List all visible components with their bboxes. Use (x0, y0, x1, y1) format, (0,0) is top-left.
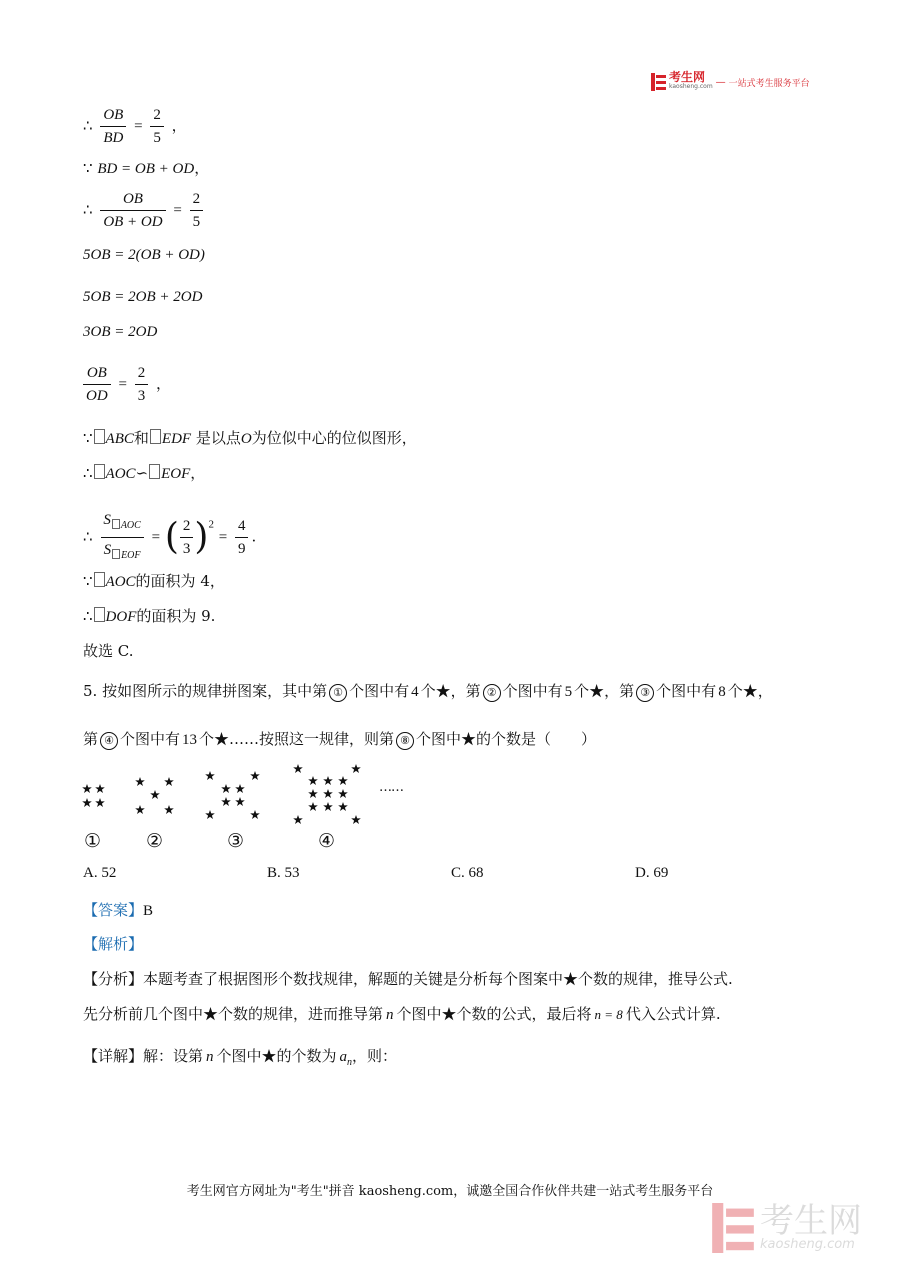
triangle-symbol (149, 464, 160, 479)
triangle-symbol (94, 464, 105, 479)
solution-line-5: 5OB = 2OB + 2OD (83, 289, 203, 305)
question-5-line-1: 5. 按如图所示的规律拼图案，其中第 ① 个图中有 4 个★，第 ② 个图中有 5 个★，第 ③ 个图中有 8 个★， (83, 682, 773, 700)
kaosheng-logo-icon (651, 73, 666, 91)
answer-line (83, 900, 153, 921)
star-ellipsis: …… (379, 780, 403, 795)
fenxi-line: 【分析】本题考查了根据图形个数找规律，解题的关键是分析每个图案中★个数的规律，推导公式. (83, 970, 733, 988)
triangle-symbol (94, 572, 105, 587)
question-5-line-2: 第 ④ 个图中有 13 个★……按照这一规律，则第 ⑧ 个图中★的个数是（ ） (83, 730, 597, 748)
solution-line-12: ∴ DOF的面积为 9. (83, 607, 216, 625)
watermark-logo-icon (712, 1203, 754, 1253)
solution-line-4: 5OB = 2(OB + OD) (83, 247, 205, 263)
answer-value: B (143, 903, 154, 919)
option-d[interactable]: D. 69 (635, 865, 669, 881)
header-slogan: 一站式考生服务平台 (728, 78, 810, 89)
figure-label-1: ① (84, 830, 102, 852)
detail-line: 【详解】解：设第 n 个图中★的个数为 $a_n$，则： (83, 1047, 398, 1068)
solution-line-6: 3OB = 2OD (83, 324, 158, 340)
figure-label-2: ② (146, 830, 164, 852)
solution-line-7: $\frac{OB}{OD}$ = $\frac{2}{3}$ ， (83, 364, 171, 405)
header-logo (651, 72, 810, 92)
star-pattern-figure (78, 760, 418, 830)
star-figure-2 (135, 777, 174, 814)
fenxi-label: 【分析】 (83, 970, 144, 988)
option-c[interactable]: C. 68 (451, 865, 484, 881)
solution-line-13: 故选 C. (83, 642, 134, 660)
solution-line-10: ∴ $\frac{S _{AOC}}{S _{EOF}}$ = ( $\frac{2}{3}$ )$^2$ = $\frac{4}{9}$ . (83, 510, 256, 565)
solution-line-8: ∵ ABC和 EDF 是以点O为位似中心的位似图形， (83, 429, 417, 447)
triangle-symbol (94, 429, 105, 444)
analysis-label: 【解析】 (83, 935, 144, 953)
option-b[interactable]: B. 53 (267, 865, 300, 881)
detail-label: 【详解】 (83, 1047, 144, 1065)
header-dash: — (715, 76, 726, 88)
fenxi-line-2: 先分析前几个图中★个数的规律，进而推导第 n 个图中★个数的公式，最后将 n = 8 代入公式计算. (83, 1005, 721, 1023)
solution-line-11: ∵ AOC的面积为 4， (83, 572, 225, 590)
figure-label-3: ③ (227, 830, 245, 852)
answer-label: 【答案】 (83, 901, 144, 919)
solution-line-3: ∴ $\frac{OB}{OB + OD}$ = $\frac{2}{5}$ (83, 190, 206, 231)
watermark-domain: kaosheng.com (760, 1237, 855, 1252)
star-figure-3 (205, 771, 260, 819)
header-brand: 考生网 (669, 70, 706, 84)
triangle-symbol (150, 429, 161, 444)
footer-text: 考生网官方网址为"考生"拼音 kaosheng.com，诚邀全国合作伙伴共建一站式考生服务平台 (186, 1184, 714, 1199)
watermark-brand: 考生网 (760, 1201, 862, 1241)
option-a[interactable]: A. 52 (83, 865, 117, 881)
figure-label-4: ④ (318, 830, 336, 852)
triangle-symbol (94, 607, 105, 622)
header-domain: kaosheng.com (669, 83, 713, 90)
solution-line-2: ∵ BD = OB + OD， (83, 159, 210, 177)
solution-line-9: ∴ AOC∽ EOF， (83, 464, 206, 482)
star-figure-4 (293, 764, 361, 824)
solution-line-1: ∴ $\frac{OB}{BD}$ = $\frac{2}{5}$ ， (83, 107, 187, 146)
watermark (712, 1203, 862, 1253)
star-figure-1 (82, 784, 105, 807)
